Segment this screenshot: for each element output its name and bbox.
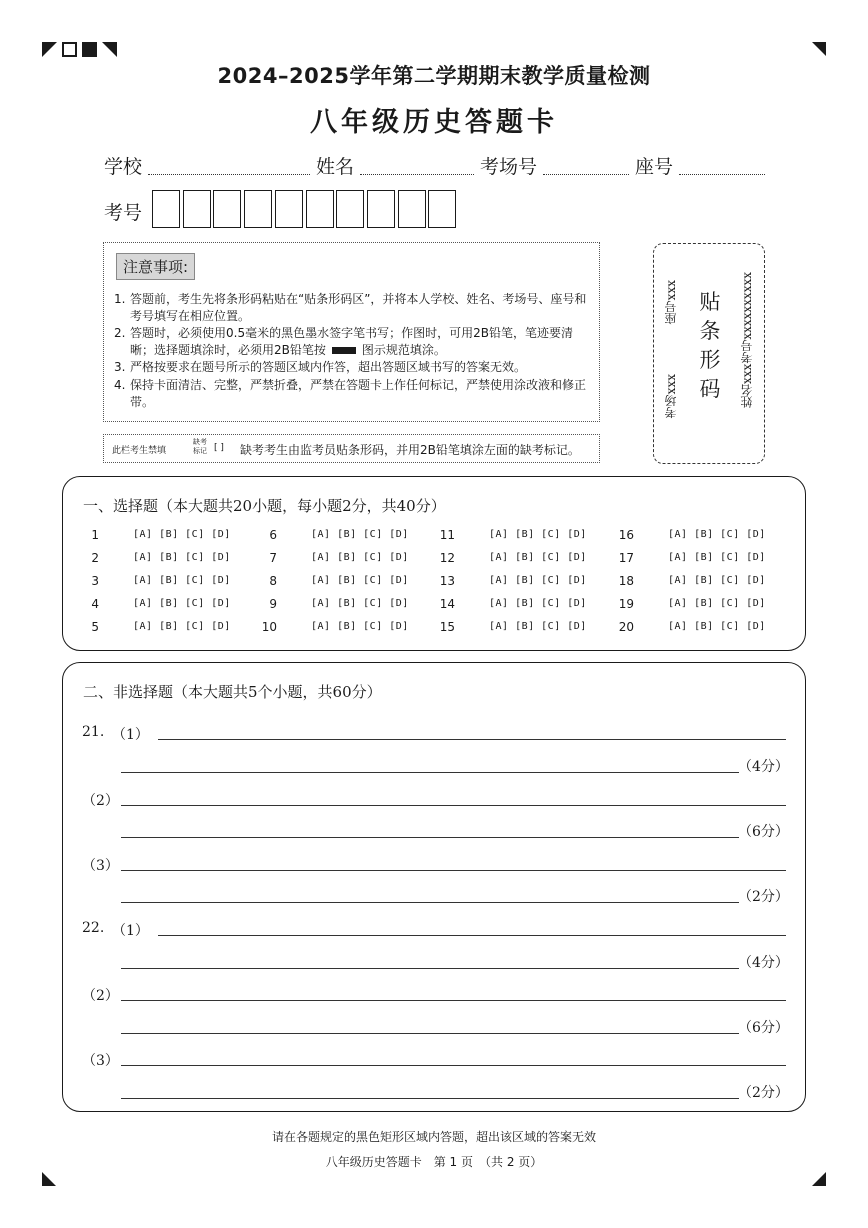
barcode-area[interactable] <box>653 243 765 464</box>
mc-answer-options[interactable]: [A] [B] [C] [D] <box>311 575 409 586</box>
notice-box <box>103 242 600 422</box>
mc-answer-options[interactable]: [A] [B] [C] [D] <box>668 575 766 586</box>
mc-question-number: 5 <box>91 620 99 634</box>
answer-line[interactable] <box>121 805 786 806</box>
section-free-response <box>62 662 806 1112</box>
exam-number-label: 考号 <box>104 202 143 224</box>
question-21-part-3-label: （3） <box>82 858 119 874</box>
question-22-number: 22. <box>82 920 105 936</box>
mc-question-number: 16 <box>618 528 634 542</box>
mc-question-number: 18 <box>618 574 634 588</box>
section-multiple-choice <box>62 476 806 651</box>
registration-mark-bottom-left <box>42 1172 56 1186</box>
mc-answer-options[interactable]: [A] [B] [C] [D] <box>311 621 409 632</box>
mc-question-number: 20 <box>618 620 634 634</box>
question-21-part-1-label: （1） <box>112 727 149 743</box>
mc-question-number: 13 <box>439 574 455 588</box>
footer-page-info: 八年级历史答题卡 第 1 页 （共 2 页） <box>325 1155 543 1169</box>
mc-answer-options[interactable]: [A] [B] [C] [D] <box>133 552 231 563</box>
question-22-part-2-score: （6分） <box>738 1020 789 1036</box>
exam-number-digit-box[interactable] <box>428 190 456 228</box>
mc-question-number: 6 <box>269 528 277 542</box>
absent-mark-label: 缺考 标记 <box>193 438 207 455</box>
exam-number-digit-box[interactable] <box>398 190 426 228</box>
answer-line[interactable] <box>121 1033 739 1034</box>
mc-answer-options[interactable]: [A] [B] [C] [D] <box>489 575 587 586</box>
section-2-title: 二、非选择题（本大题共5个小题，共60分） <box>83 683 382 701</box>
notice-item-4: 4. 保持卡面清洁、完整，严禁折叠，严禁在答题卡上作任何标记，严禁使用涂改液和修正带。 <box>114 378 587 409</box>
mc-question-number: 4 <box>91 597 99 611</box>
registration-mark-bottom-right <box>812 1172 826 1186</box>
absent-mark-strip <box>103 434 600 463</box>
exam-room-field[interactable] <box>543 174 629 175</box>
exam-number-digit-box[interactable] <box>336 190 364 228</box>
mc-answer-options[interactable]: [A] [B] [C] [D] <box>489 621 587 632</box>
question-21-number: 21. <box>82 724 105 740</box>
absent-checkbox[interactable]: [ ] <box>214 443 224 453</box>
exam-room-label: 考场号 <box>480 156 538 178</box>
mc-answer-options[interactable]: [A] [B] [C] [D] <box>311 598 409 609</box>
school-field[interactable] <box>148 174 310 175</box>
exam-number-digit-box[interactable] <box>306 190 334 228</box>
notice-item-3: 3. 严格按要求在题号所示的答题区域内作答，超出答题区域书写的答案无效。 <box>114 360 527 374</box>
question-21-part-3-score: （2分） <box>738 889 789 905</box>
answer-sheet-title: 八年级历史答题卡 <box>310 107 558 138</box>
answer-line[interactable] <box>121 772 739 773</box>
barcode-name-number: 姓名xxx考号xxxxxxxxxx <box>740 272 754 408</box>
notice-item-2: 2. 答题时，必须使用0.5毫米的黑色墨水签字笔书写；作图时，可用2B铅笔，笔迹要清晰；选择题填涂时，必须用2B铅笔按 图示规范填涂。 <box>114 326 573 357</box>
answer-line[interactable] <box>158 935 786 936</box>
mc-answer-options[interactable]: [A] [B] [C] [D] <box>668 552 766 563</box>
answer-line[interactable] <box>158 739 786 740</box>
exam-number-digit-box[interactable] <box>213 190 241 228</box>
question-22-part-1-score: （4分） <box>738 955 789 971</box>
question-22-part-2-label: （2） <box>82 988 119 1004</box>
question-22-part-3-label: （3） <box>82 1053 119 1069</box>
barcode-title: 贴条形码 <box>699 290 721 401</box>
mc-answer-options[interactable]: [A] [B] [C] [D] <box>489 552 587 563</box>
mc-question-number: 3 <box>91 574 99 588</box>
name-field[interactable] <box>360 174 474 175</box>
mc-answer-options[interactable]: [A] [B] [C] [D] <box>489 529 587 540</box>
question-21-part-1-score: （4分） <box>738 759 789 775</box>
mc-question-number: 14 <box>439 597 455 611</box>
seat-label: 座号 <box>635 156 674 178</box>
fill-sample-icon <box>332 347 356 354</box>
exam-number-digit-box[interactable] <box>183 190 211 228</box>
mc-answer-options[interactable]: [A] [B] [C] [D] <box>668 529 766 540</box>
question-21-part-2-label: （2） <box>82 793 119 809</box>
mc-question-number: 19 <box>618 597 634 611</box>
mc-answer-options[interactable]: [A] [B] [C] [D] <box>668 621 766 632</box>
exam-number-digit-box[interactable] <box>275 190 303 228</box>
notice-title: 注意事项: <box>116 253 195 280</box>
absent-prefix: 此栏考生禁填 <box>112 446 167 456</box>
mc-question-number: 1 <box>91 528 99 542</box>
registration-mark-top-right <box>812 42 826 56</box>
mc-question-number: 11 <box>439 528 455 542</box>
mc-question-number: 12 <box>439 551 455 565</box>
mc-answer-options[interactable]: [A] [B] [C] [D] <box>489 598 587 609</box>
exam-number-digit-box[interactable] <box>367 190 395 228</box>
mc-answer-options[interactable]: [A] [B] [C] [D] <box>133 621 231 632</box>
mc-answer-options[interactable]: [A] [B] [C] [D] <box>133 598 231 609</box>
answer-line[interactable] <box>121 870 786 871</box>
question-22-part-3-score: （2分） <box>738 1085 789 1101</box>
mc-answer-options[interactable]: [A] [B] [C] [D] <box>133 575 231 586</box>
mc-question-number: 15 <box>439 620 455 634</box>
answer-line[interactable] <box>121 837 739 838</box>
mc-question-number: 9 <box>269 597 277 611</box>
answer-line[interactable] <box>121 968 739 969</box>
mc-answer-options[interactable]: [A] [B] [C] [D] <box>311 552 409 563</box>
mc-answer-options[interactable]: [A] [B] [C] [D] <box>133 529 231 540</box>
mc-question-number: 17 <box>618 551 634 565</box>
answer-line[interactable] <box>121 1000 786 1001</box>
footer-warning: 请在各题规定的黑色矩形区域内答题，超出该区域的答案无效 <box>271 1130 596 1144</box>
answer-line[interactable] <box>121 1098 739 1099</box>
exam-number-digit-box[interactable] <box>244 190 272 228</box>
mc-question-number: 10 <box>261 620 277 634</box>
exam-title: 2024–2025学年第二学期期末教学质量检测 <box>217 64 651 88</box>
school-label: 学校 <box>104 156 143 178</box>
name-label: 姓名 <box>316 156 355 178</box>
answer-line[interactable] <box>121 1065 786 1066</box>
mc-question-number: 8 <box>269 574 277 588</box>
seat-field[interactable] <box>679 174 765 175</box>
question-21-part-2-score: （6分） <box>738 824 789 840</box>
question-22-part-1-label: （1） <box>112 923 149 939</box>
section-1-title: 一、选择题（本大题共20小题，每小题2分，共40分） <box>83 497 446 515</box>
notice-item-1: 1. 答题前，考生先将条形码粘贴在“贴条形码区”，并将本人学校、姓名、考场号、座号和考号填写在相应位置。 <box>114 292 587 323</box>
mc-answer-options[interactable]: [A] [B] [C] [D] <box>668 598 766 609</box>
mc-question-number: 2 <box>91 551 99 565</box>
absent-instruction: 缺考考生由监考员贴条形码，并用2B铅笔填涂左面的缺考标记。 <box>240 443 580 457</box>
barcode-exam-room: 考场xxx <box>664 374 678 419</box>
mc-answer-options[interactable]: [A] [B] [C] [D] <box>311 529 409 540</box>
answer-line[interactable] <box>121 902 739 903</box>
mc-question-number: 7 <box>269 551 277 565</box>
exam-number-digit-box[interactable] <box>152 190 180 228</box>
barcode-seat: 座号xxx <box>664 280 678 325</box>
